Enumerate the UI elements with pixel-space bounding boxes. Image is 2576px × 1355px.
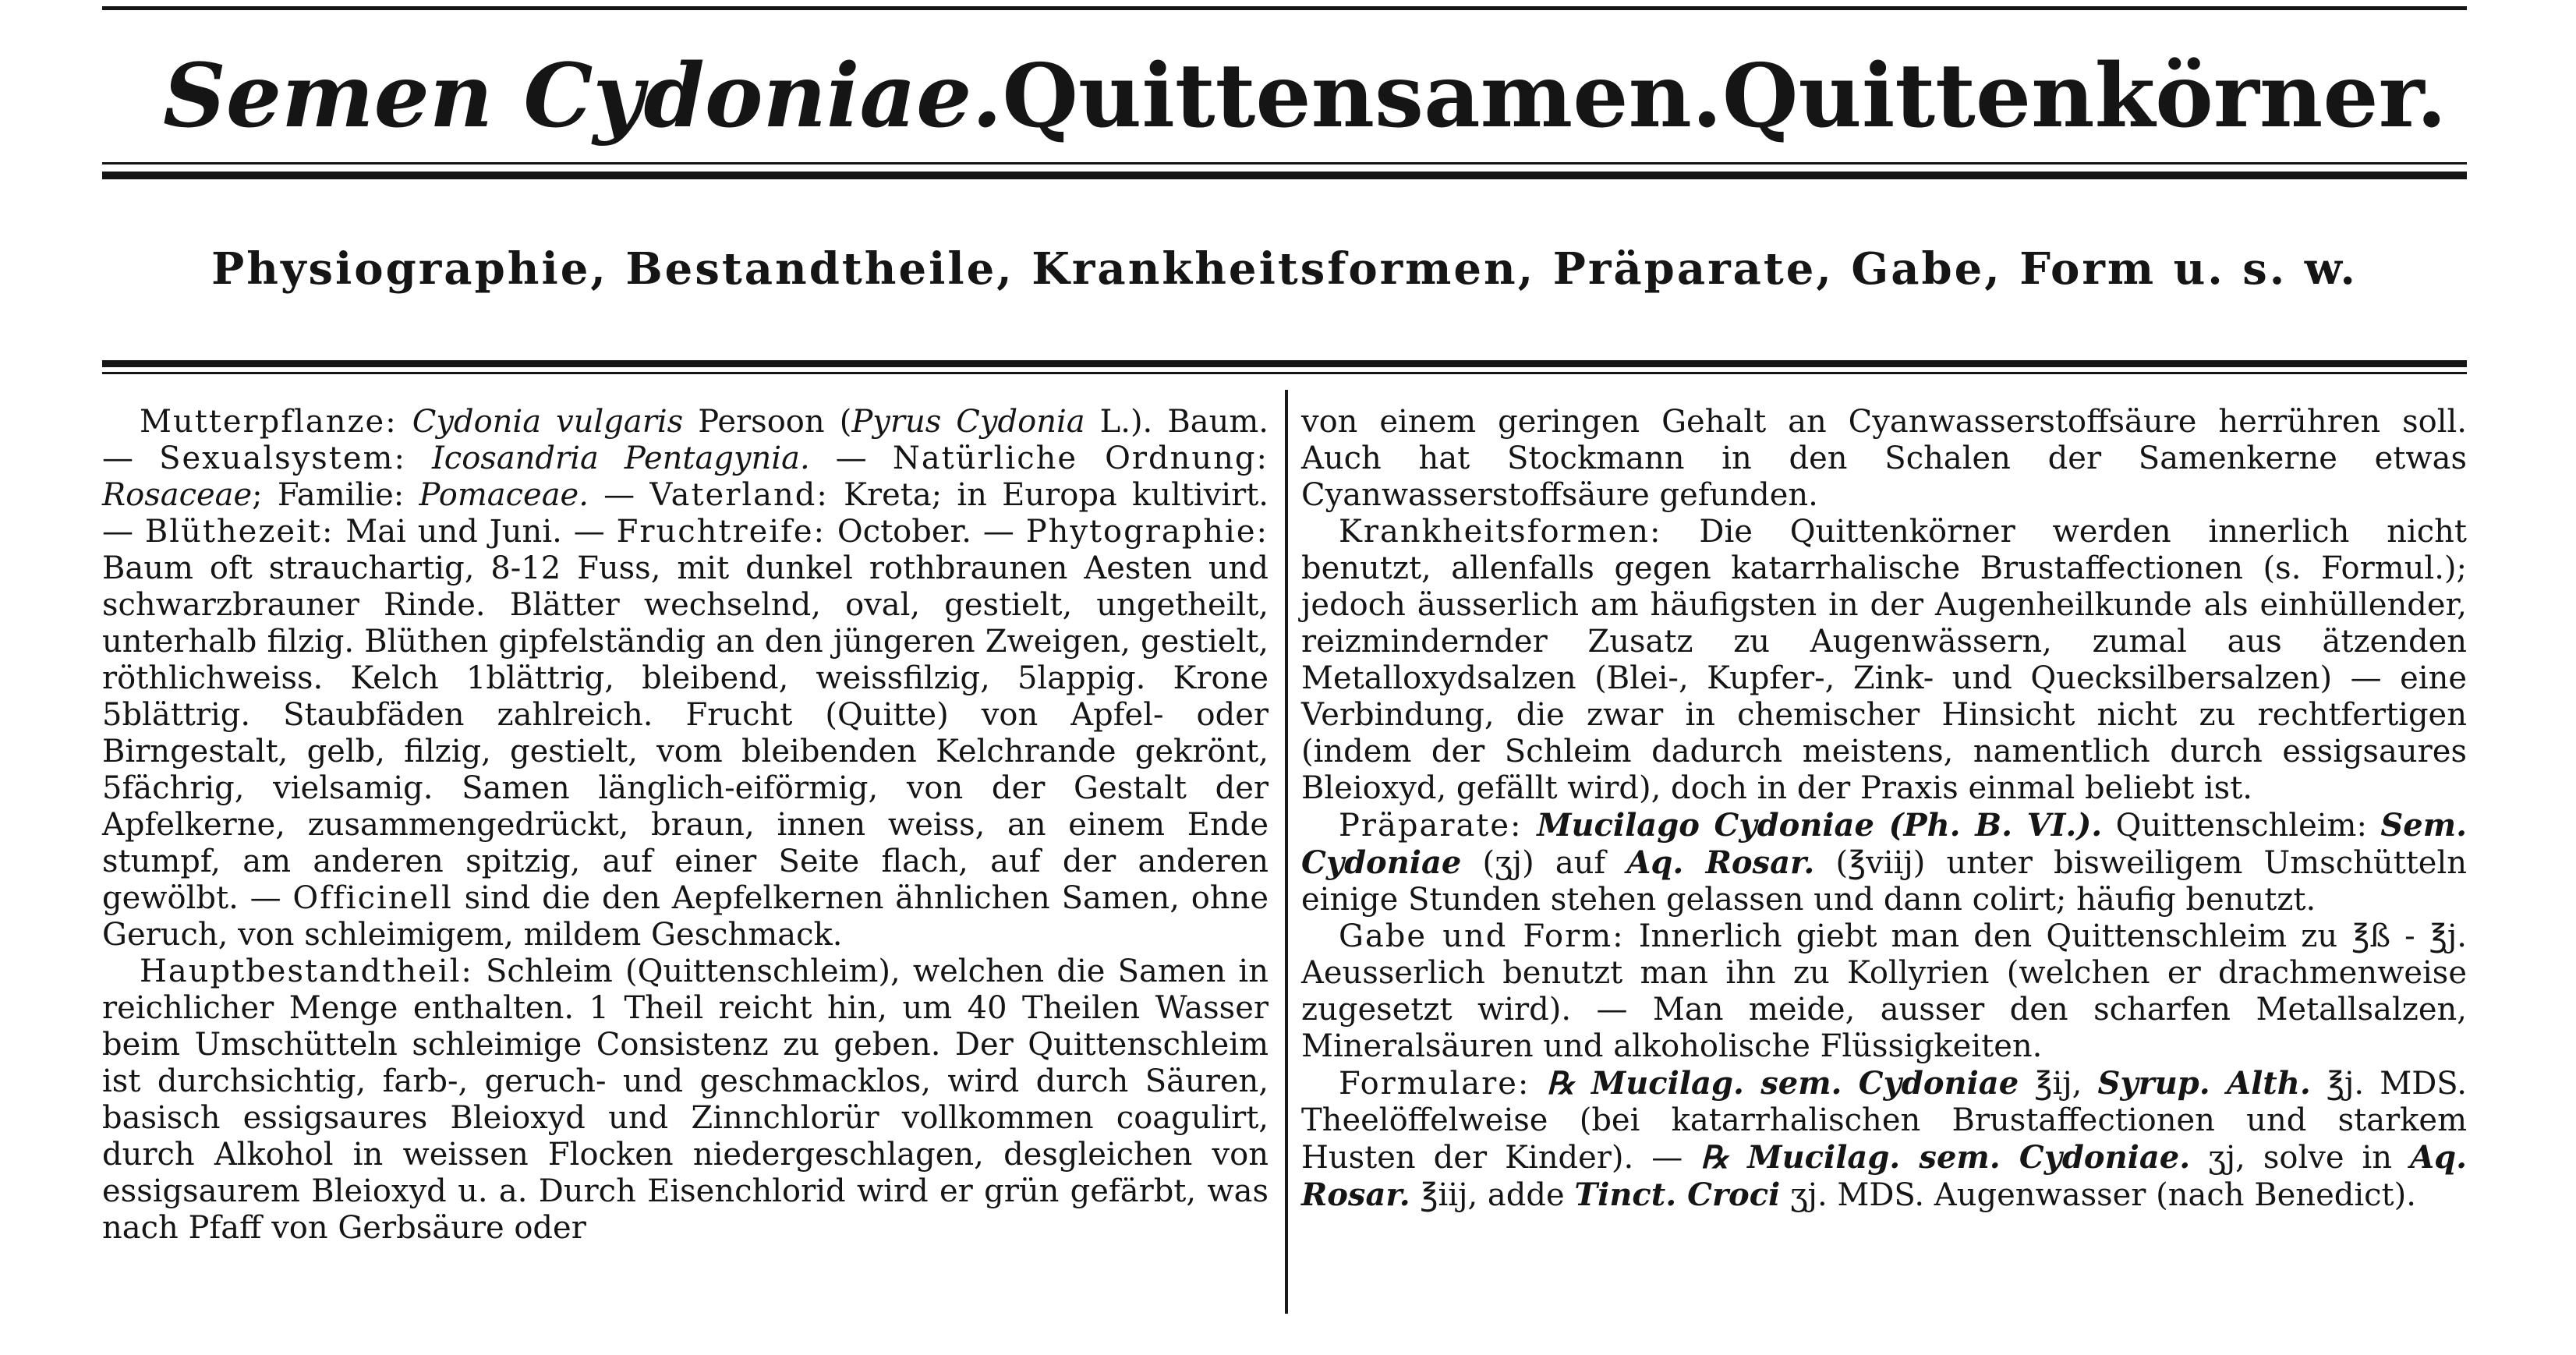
paragraph-gabe-und-form: Gabe und Form: Innerlich giebt man den Quittenschleim zu ℥ß - ℥j. Aeusserlich benutzt man ihn zu Kollyrien (welchen er drachmenweise zugesetzt wird). — Man meide, ausser den scharfen Metallsalzen, Mineralsäuren und alkoholische Flüssigkeiten. <box>1301 918 2467 1064</box>
title-german-1: Quittensamen. <box>1002 44 1722 147</box>
page-title <box>102 37 2467 154</box>
paragraph-hauptbestandtheil: Hauptbestandtheil: Schleim (Quittenschleim), welchen die Samen in reichlicher Menge enthalten. 1 Theil reicht hin, um 40 Theilen Wasser beim Umschütteln schleimige Consistenz zu geben. Der Quittenschleim ist durchsichtig, farb-, geruch- und geschmacklos, wird durch Säuren, basisch essigsaures Bleioxyd und Zinnchlorür vollkommen coagulirt, durch Alkohol in weissen Flocken niedergeschlagen, desgleichen von essigsaurem Bleioxyd u. a. Durch Eisenchlorid wird er grün gefärbt, was nach Pfaff von Gerbsäure oder <box>102 953 1269 1246</box>
paragraph-formulare: Formulare: ℞ Mucilag. sem. Cydoniae ℥ij, Syrup. Alth. ℥j. MDS. Theelöffelweise (bei katarrhalischen Brustaffectionen und starkem Husten der Kinder). — ℞ Mucilag. sem. Cydoniae. ʒj, solve in Aq. Rosar. ℥iij, adde Tinct. Croci ʒj. MDS. Augenwasser (nach Benedict). <box>1301 1065 2468 1213</box>
column-divider <box>1285 390 1288 1314</box>
subtitle: Physiographie, Bestandtheile, Krankheitsformen, Präparate, Gabe, Form u. s. w. <box>211 243 2358 295</box>
top-rule <box>102 6 2467 10</box>
title-rule-thick <box>102 172 2467 179</box>
title-rule-thin <box>102 162 2467 165</box>
title-latin: Semen Cydoniae. <box>163 44 1003 147</box>
paragraph-krankheitsformen: Krankheitsformen: Die Quittenkörner werden innerlich nicht benutzt, allenfalls gegen katarrhalische Brustaffectionen (s. Formul.); jedoch äusserlich am häufigsten in der Augenheilkunde als einhüllender, reizmindernder Zusatz zu Augenwässern, zumal aus ätzenden Metalloxydsalzen (Blei-, Kupfer-, Zink- und Quecksilbersalzen) — eine Verbindung, die zwar in chemischer Hinsicht nicht zu rechtfertigen (indem der Schleim dadurch meistens, namentlich durch essigsaures Bleioxyd, gefällt wird), doch in der Praxis einmal beliebt ist. <box>1301 514 2467 806</box>
subtitle-rule-thin <box>102 372 2467 374</box>
paragraph-praeparate: Präparate: Mucilago Cydoniae (Ph. B. VI.). Quittenschleim: Sem. Cydoniae (ʒj) auf Aq. Rosar. (℥viij) unter bisweiligem Umschütteln einige Stunden stehen gelassen und dann colirt; häufig benutzt. <box>1301 807 2467 918</box>
subtitle-rule-thick <box>102 360 2467 367</box>
paragraph-mutterpflanze: Mutterpflanze: Cydonia vulgaris Persoon (Pyrus Cydonia L.). Baum. — Sexualsystem: Icosandria Pentagynia. — Natürliche Ordnung: Rosaceae; Familie: Pomaceae. — Vaterland: Kreta; in Europa kultivirt. — Blüthezeit: Mai und Juni. — Fruchtreife: October. — Phytographie: Baum oft strauchartig, 8-12 Fuss, mit dunkel rothbraunen Aesten und schwarzbrauner Rinde. Blätter wechselnd, oval, gestielt, ungetheilt, unterhalb filzig. Blüthen gipfelständig an den jüngeren Zweigen, gestielt, röthlichweiss. Kelch 1blättrig, bleibend, weissfilzig, 5lappig. Krone 5blättrig. Staubfäden zahlreich. Frucht (Quitte) von Apfel- oder Birngestalt, gelb, filzig, gestielt, vom bleibenden Kelchrande gekrönt, 5fächrig, vielsamig. Samen länglich-eiförmig, von der Gestalt der Apfelkerne, zusammengedrückt, braun, innen weiss, an einem Ende stumpf, am anderen spitzig, auf einer Seite flach, auf der anderen gewölbt. — Officinell sind die den Aepfelkernen ähnlichen Samen, ohne Geruch, von schleimigem, mildem Geschmack. <box>102 404 1269 953</box>
right-column <box>1301 404 2467 1308</box>
left-column <box>102 404 1269 1308</box>
paragraph-continued: von einem geringen Gehalt an Cyanwasserstoffsäure herrühren soll. Auch hat Stockmann in den Schalen der Samenkerne etwas Cyanwasserstoffsäure gefunden. <box>1301 404 2467 513</box>
title-german-2: Quittenkörner. <box>1721 44 2447 147</box>
